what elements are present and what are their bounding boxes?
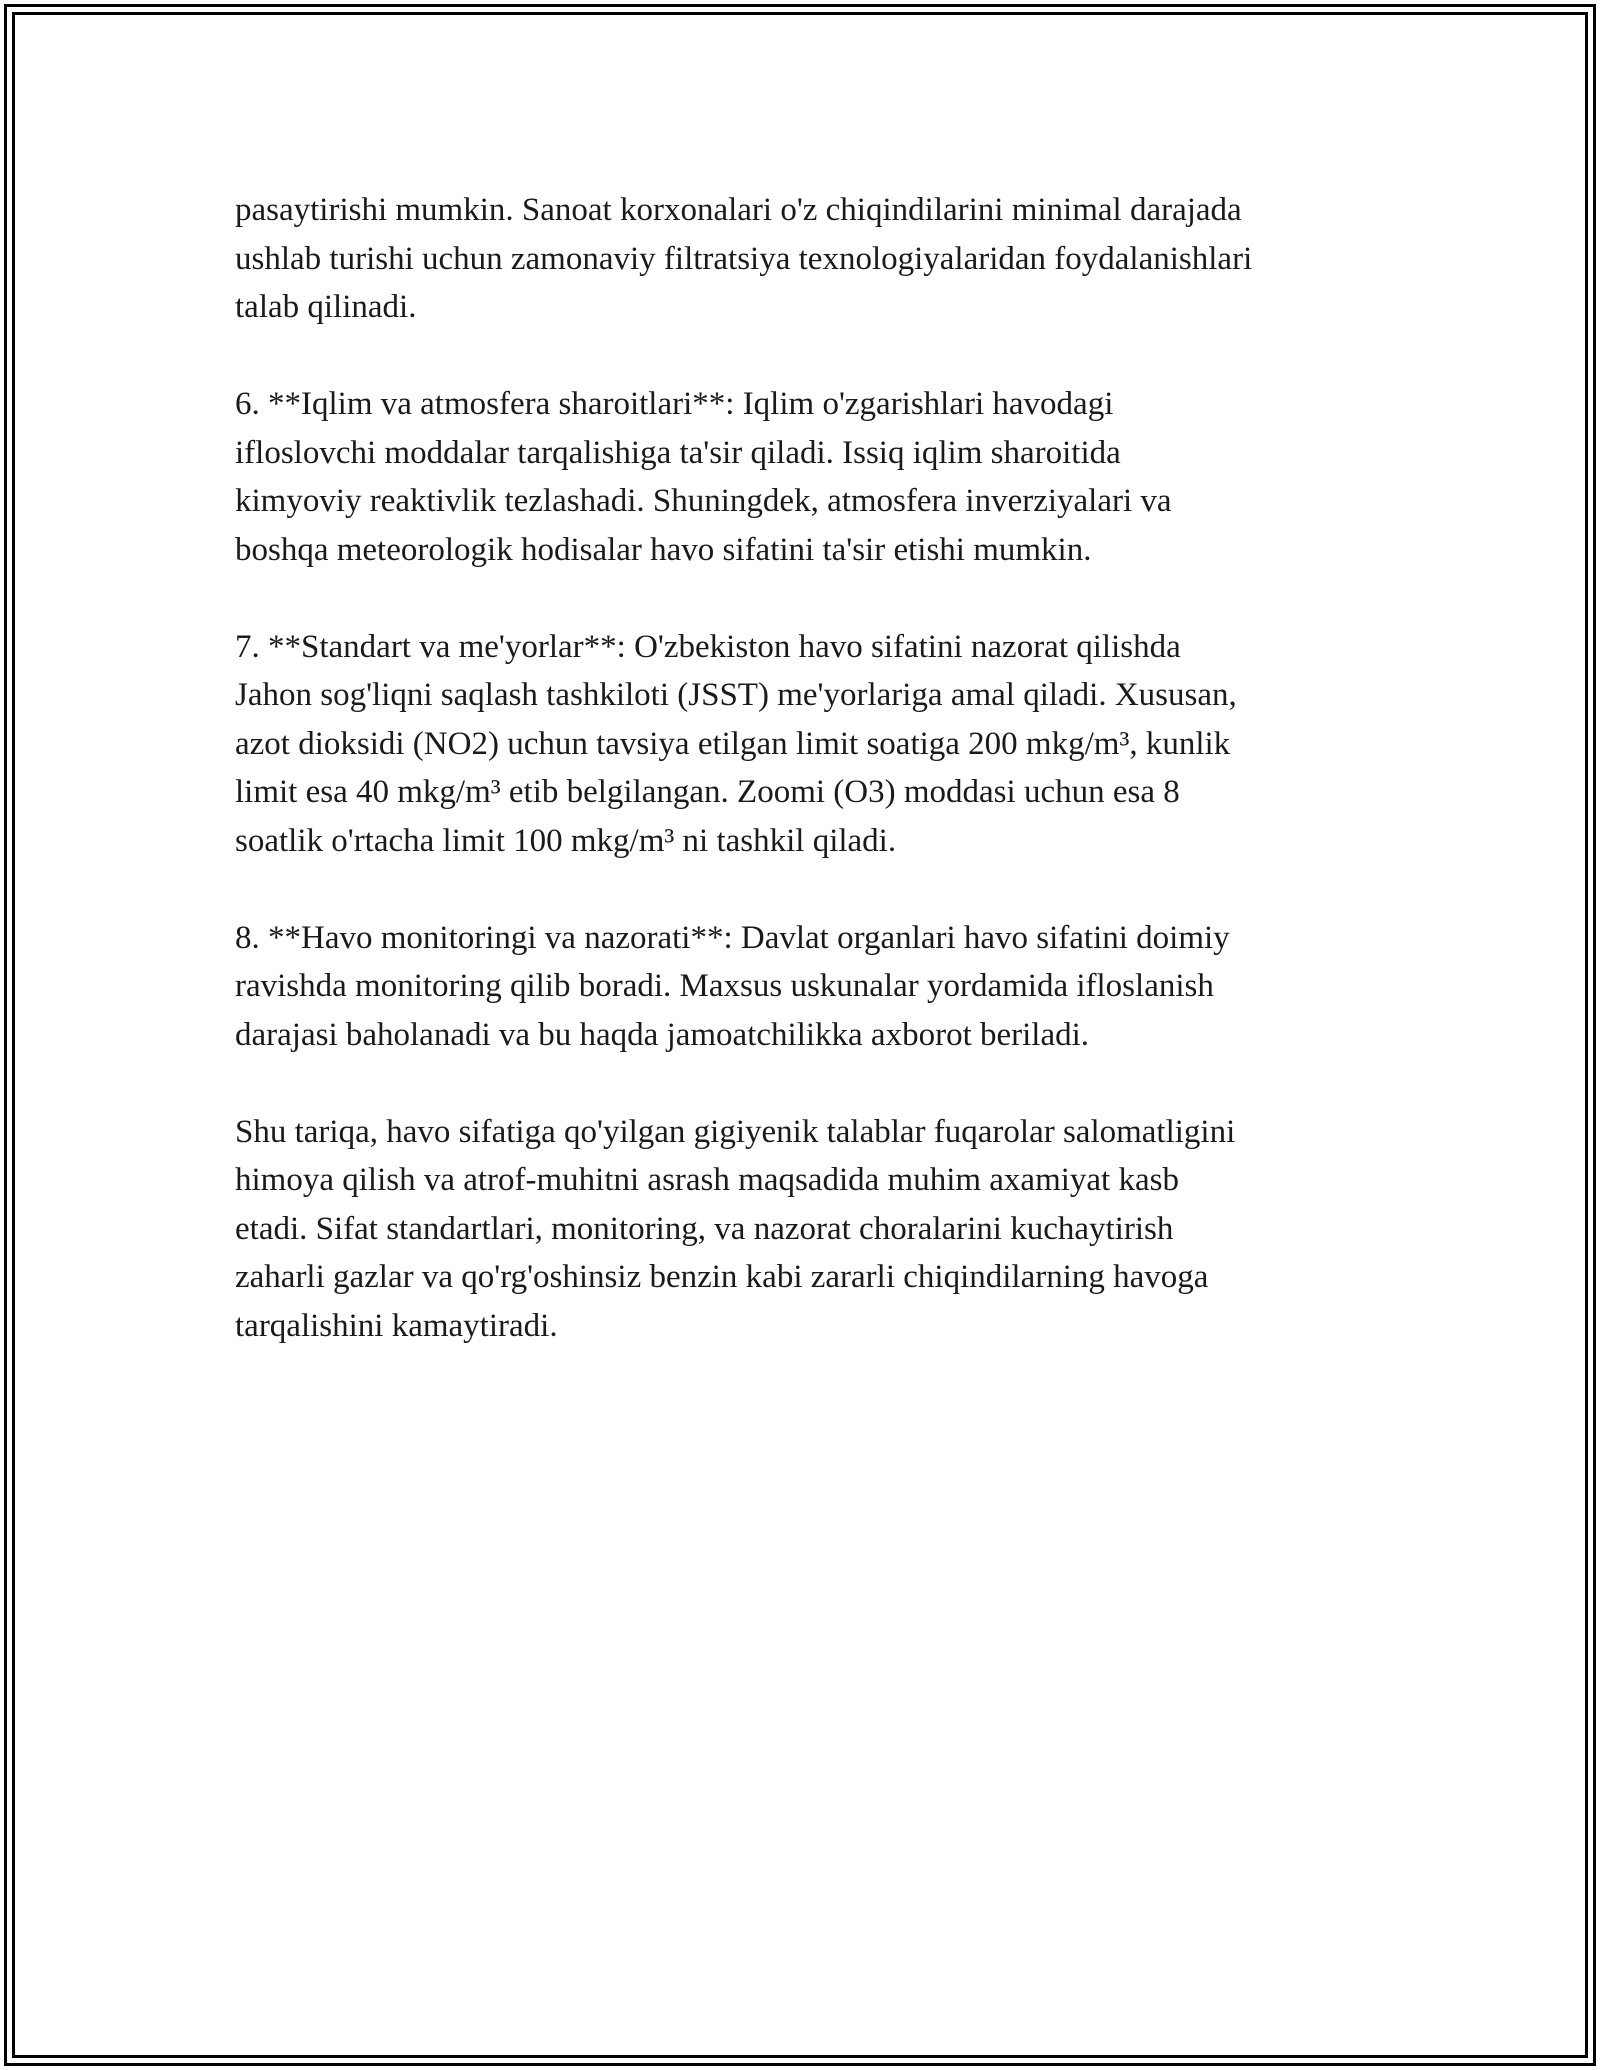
document-body <box>235 186 1395 1399</box>
paragraph-conclusion: Shu tariqa, havo sifatiga qo'yilgan gigiyenik talablar fuqarolar salomatligini himoya qilish va atrof-muhitni asrash maqsadida muhim axamiyat kasb etadi. Sifat standartlari, monitoring, va nazorat choralarini kuchaytirish zaharli gazlar va qo'rg'oshinsiz benzin kabi zararli chiqindilarning havoga tarqalishini kamaytiradi. <box>235 1113 1236 1344</box>
paragraph-item-7: 7. **Standart va me'yorlar**: O'zbekiston havo sifatini nazorat qilishda Jahon sog'liqni saqlash tashkiloti (JSST) me'yorlariga amal qiladi. Xususan, azot dioksidi (NO2) uchun tavsiya etilgan limit soatiga 200 mkg/m³, kunlik limit esa 40 mkg/m³ etib belgilangan. Zoomi (O3) moddasi uchun esa 8 soatlik o'rtacha limit 100 mkg/m³ ni tashkil qiladi. <box>235 628 1237 859</box>
paragraph-item-8: 8. **Havo monitoringi va nazorati**: Davlat organlari havo sifatini doimiy ravishda monitoring qilib boradi. Maxsus uskunalar yordamida ifloslanish darajasi baholanadi va bu haqda jamoatchilikka axborot beriladi. <box>235 919 1230 1053</box>
paragraph-item-6: 6. **Iqlim va atmosfera sharoitlari**: Iqlim o'zgarishlari havodagi ifloslovchi moddalar tarqalishiga ta'sir qiladi. Issiq iqlim sharoitida kimyoviy reaktivlik tezlashadi. Shuningdek, atmosfera inverziyalari va boshqa meteorologik hodisalar havo sifatini ta'sir etishi mumkin. <box>235 386 1172 568</box>
paragraph-continuation: pasaytirishi mumkin. Sanoat korxonalari o'z chiqindilarini minimal darajada ushlab turishi uchun zamonaviy filtratsiya texnologiyalaridan foydalanishlari talab qilinadi. <box>235 192 1253 325</box>
